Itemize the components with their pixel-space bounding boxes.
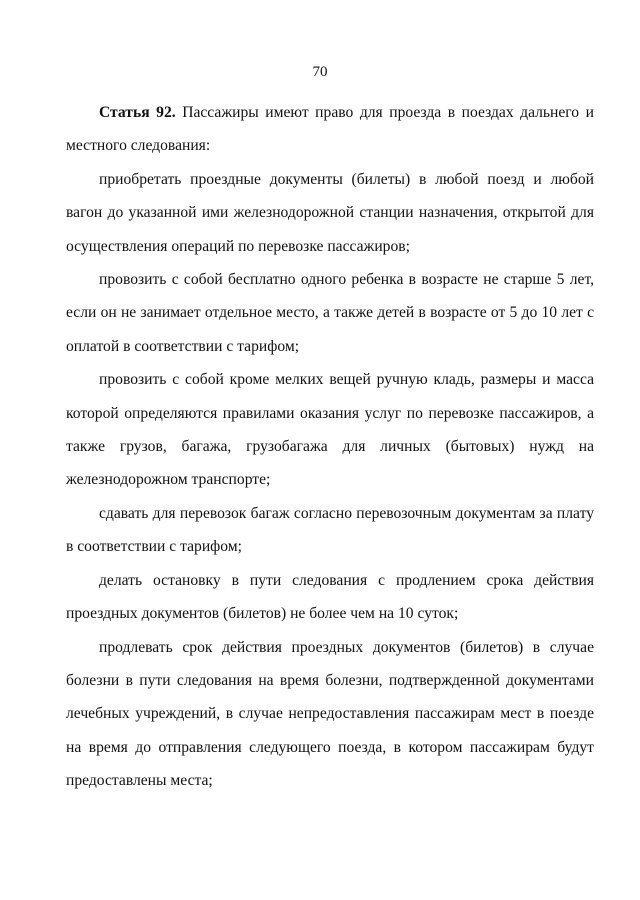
document-body (66, 96, 594, 798)
article-intro-paragraph (66, 96, 594, 163)
right-item-3: провозить с собой кроме мелких вещей ручную кладь, размеры и масса которой определяются правилами оказания услуг по перевозке пассажиров, а также грузов, багажа, грузобагажа для личных (бытовых) нужд на железнодорожном транспорте; (66, 371, 594, 489)
right-item-4: сдавать для перевозок багаж согласно перевозочным документам за плату в соответствии с тарифом; (66, 504, 594, 556)
page-number: 70 (312, 64, 328, 80)
right-item-5: делать остановку в пути следования с продлением срока действия проездных документов (билетов) не более чем на 10 суток; (66, 571, 594, 623)
right-item-2: провозить с собой бесплатно одного ребенка в возрасте не старше 5 лет, если он не занимает отдельное место, а также детей в возрасте от 5 до 10 лет с оплатой в соответствии с тарифом; (66, 271, 594, 355)
article-intro-text: Пассажиры имеют право для проезда в поездах дальнего и местного следования: (66, 104, 594, 155)
article-title: Статья 92. (99, 104, 176, 121)
right-item-1: приобретать проездные документы (билеты) в любой поезд и любой вагон до указанной ими железнодорожной станции назначения, открытой для осуществления операций по перевозке пассажиров; (66, 170, 594, 255)
right-item-6: продлевать срок действия проездных документов (билетов) в случае болезни в пути следования на время болезни, подтвержденной документами лечебных учреждений, в случае непредоставления пассажирам мест в поезде на время до отправления следующего поезда, в котором пассажирам будут предоставлены места; (66, 638, 594, 790)
